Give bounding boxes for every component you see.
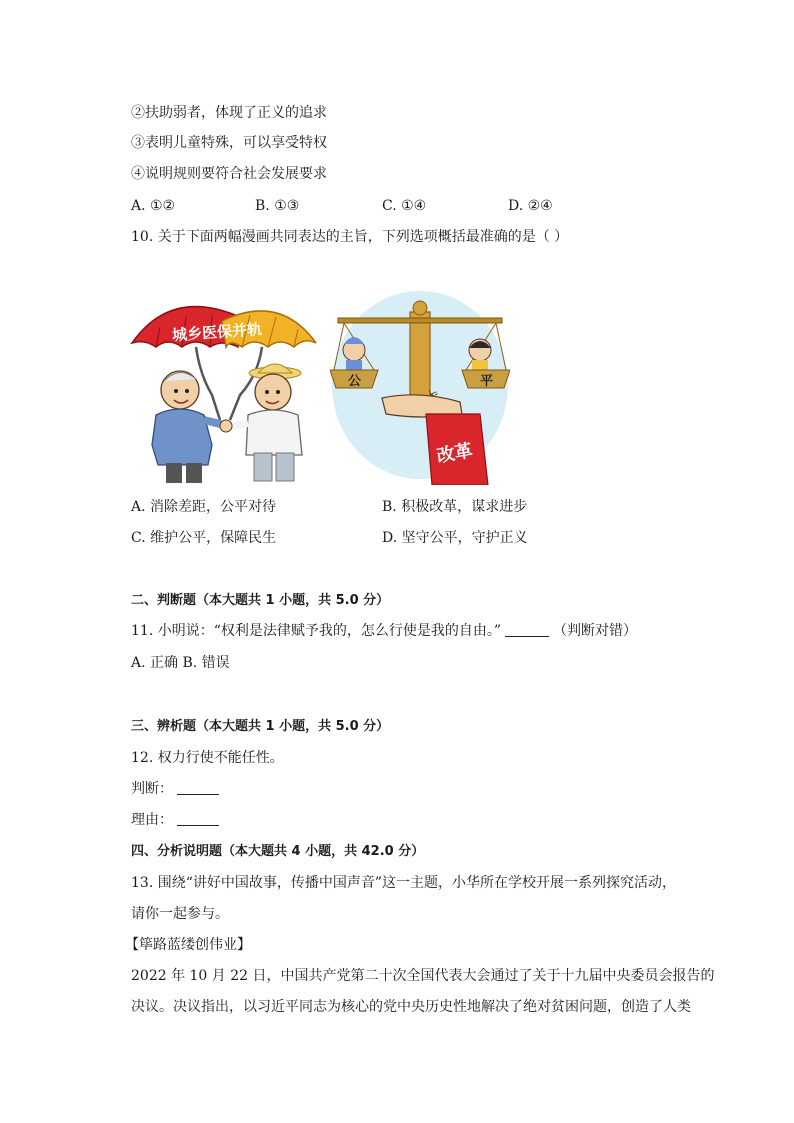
- q11-options[interactable]: A. 正确 B. 错误: [131, 655, 230, 671]
- q10-option-d[interactable]: D. 坚守公平，守护正义: [382, 530, 528, 546]
- q10-stem: 10. 关于下面两幅漫画共同表达的主旨，下列选项概括最准确的是（ ）: [131, 229, 569, 245]
- q11-stem: [131, 621, 637, 641]
- q13-line-2: 请你一起参与。: [131, 906, 229, 922]
- right-pan-text: 平: [480, 374, 494, 389]
- q10-option-a[interactable]: A. 消除差距，公平对待: [131, 499, 277, 515]
- cartoon-medical-insurance: [130, 295, 320, 485]
- q10-option-b[interactable]: B. 积极改革，谋求进步: [382, 499, 528, 515]
- umbrella-text: 城乡医保并轨: [171, 320, 263, 345]
- left-pan-text: 公: [348, 374, 362, 389]
- q12-reason: [131, 810, 223, 830]
- q13-subtitle: 【筚路蓝缕创伟业】: [125, 937, 251, 953]
- section2-title: 二、判断题（本大题共 1 小题，共 5.0 分）: [131, 593, 390, 608]
- sleeve-text: 改革: [435, 440, 475, 468]
- cartoon-education-fairness: [330, 290, 510, 485]
- q13-line-1: 13. 围绕“讲好中国故事，传播中国声音”这一主题，小华所在学校开展一系列探究活动，: [131, 875, 677, 891]
- judge-blank[interactable]: [177, 780, 219, 795]
- reason-blank[interactable]: [177, 811, 219, 826]
- q12-stem: 12. 权力行使不能任性。: [131, 750, 284, 766]
- q11-stem-text: 11. 小明说：“权利是法律赋予我的，怎么行使是我的自由。”: [131, 623, 502, 639]
- q10-option-c[interactable]: C. 维护公平，保障民生: [131, 530, 277, 546]
- q9-statement-2: ②扶助弱者，体现了正义的追求: [131, 105, 327, 121]
- q12-judge: [131, 779, 223, 799]
- judge-label: 判断：: [131, 781, 173, 797]
- section4-title: 四、分析说明题（本大题共 4 小题，共 42.0 分）: [131, 844, 425, 859]
- q9-option-b[interactable]: B. ①③: [255, 198, 300, 214]
- q13-para-line-2: 决议。决议指出，以习近平同志为核心的党中央历史性地解决了绝对贫困问题，创造了人类: [131, 999, 691, 1015]
- reason-label: 理由：: [131, 812, 173, 828]
- q9-statement-4: ④说明规则要符合社会发展要求: [131, 166, 327, 182]
- q11-stem-suffix: （判断对错）: [553, 623, 638, 639]
- q9-statement-3: ③表明儿童特殊，可以享受特权: [131, 135, 327, 151]
- q13-para-line-1: 2022 年 10 月 22 日，中国共产党第二十次全国代表大会通过了关于十九届中央委员会报告的: [131, 968, 715, 984]
- section3-title: 三、辨析题（本大题共 1 小题，共 5.0 分）: [131, 719, 390, 734]
- q9-option-a[interactable]: A. ①②: [131, 198, 176, 214]
- q9-option-c[interactable]: C. ①④: [382, 198, 427, 214]
- q9-option-d[interactable]: D. ②④: [508, 198, 553, 214]
- q11-answer-blank[interactable]: [505, 622, 549, 637]
